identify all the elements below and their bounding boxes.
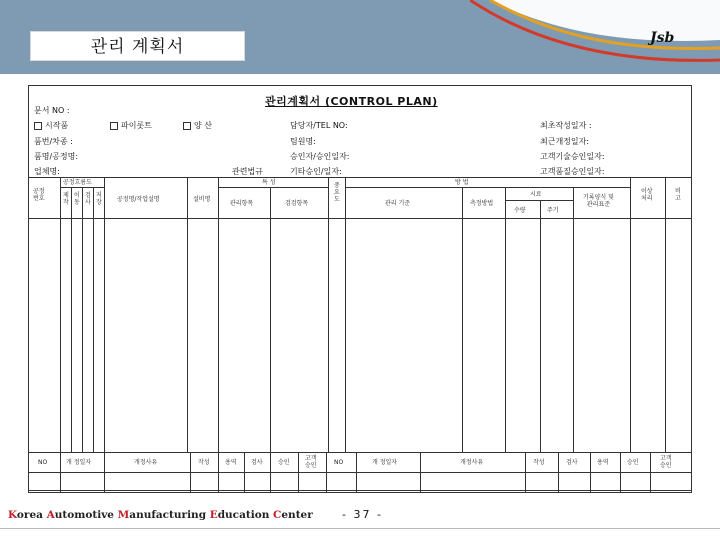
col-flow-inspect: 검 사 [85, 192, 91, 206]
rev-approve: 승인 [278, 459, 290, 466]
stage-label: 파이롯트 [121, 121, 152, 130]
rev-col-line [650, 452, 651, 493]
col-characteristic: 특 성 [262, 179, 276, 186]
supplier-label: 업체명: [34, 167, 60, 176]
rev-reason: 개정사유 [134, 459, 158, 466]
rev-col-line [620, 452, 621, 493]
revision-header-line [28, 472, 692, 473]
col-line [328, 177, 329, 452]
col-sample-qty: 수량 [514, 207, 526, 214]
col-flow-move: 이 동 [74, 192, 80, 206]
col-line [462, 187, 463, 452]
col-line [540, 200, 541, 452]
part-no-label: 품번/차종 : [34, 137, 73, 146]
rev-col-line [326, 452, 327, 493]
checkbox-icon[interactable] [183, 122, 191, 130]
rev-col-line [356, 452, 357, 493]
page-title: 관리 계획서 [30, 31, 245, 61]
first-date-label: 최초작성일자 : [540, 121, 592, 130]
rev2-author: 작성 [533, 459, 545, 466]
col-measure-method: 측정방법 [470, 200, 494, 207]
col-control-standard: 관리 기준 [385, 200, 411, 207]
customer-eng-approval-label: 고객기술승인일자: [540, 152, 605, 161]
rev-col-line [525, 452, 526, 493]
col-line [60, 177, 61, 452]
rev-author: 작성 [198, 459, 210, 466]
rev2-date: 개 정일자 [372, 459, 398, 466]
col-line [345, 177, 346, 452]
page-number: - 37 - [342, 508, 383, 521]
col-line [505, 187, 506, 452]
col-record-standard: 기록양식 및 관리표준 [583, 194, 614, 208]
rev-col-line [270, 452, 271, 493]
col-sample-freq: 주기 [547, 207, 559, 214]
other-approval-label: 기타승인/일자: [290, 167, 342, 176]
revision-row-line [28, 490, 692, 491]
rev2-customer-approval: 고객 승인 [660, 455, 672, 469]
col-line [71, 187, 72, 452]
stage-label: 양 산 [194, 121, 212, 130]
doc-no-label: 문서 NO : [34, 106, 70, 115]
revision-date-label: 최근개정일자: [540, 137, 590, 146]
rev-col-line [298, 452, 299, 493]
rev2-inspect: 검사 [566, 459, 578, 466]
col-control-item: 관리항목 [230, 200, 254, 207]
rev2-reason: 개정사유 [460, 459, 484, 466]
col-line [218, 177, 219, 452]
rev2-approve: 승인 [627, 459, 639, 466]
col-remark: 비 고 [675, 188, 681, 202]
col-line [104, 177, 105, 452]
col-line [630, 177, 631, 452]
stage-pilot[interactable] [110, 121, 152, 131]
rev-customer-approval: 고객 승인 [305, 455, 317, 469]
rev2-service: 용역 [597, 459, 609, 466]
checkbox-icon[interactable] [34, 122, 42, 130]
rev-col-line [190, 452, 191, 493]
customer-quality-approval-label: 고객품질승인일자: [540, 167, 605, 176]
stage-prototype[interactable] [34, 121, 68, 131]
col-method: 방 법 [455, 179, 469, 186]
stage-production[interactable] [183, 121, 212, 131]
col-equipment: 설비명 [193, 196, 211, 203]
col-line [270, 187, 271, 452]
col-reaction: 이상 처리 [641, 188, 653, 202]
col-flow-group: 공정흐름도 [63, 179, 92, 186]
rev-col-line [244, 452, 245, 493]
brand-logo: Jsb [650, 30, 675, 46]
part-name-label: 품명/공정명: [34, 152, 79, 161]
col-process-name: 공정명/작업설명 [117, 196, 160, 203]
method-subline [345, 187, 630, 188]
rev-col-line [420, 452, 421, 493]
rev-date: 개 정일자 [66, 459, 92, 466]
col-check-item: 검검항목 [285, 200, 309, 207]
related-standard-label: 관련법규 [232, 167, 263, 176]
rev-no: NO [38, 459, 48, 466]
col-line [82, 187, 83, 452]
form-title: 관리계획서 (CONTROL PLAN) [265, 95, 438, 108]
rev-col-line [60, 452, 61, 493]
sample-subline [505, 200, 573, 201]
organization-name: Korea Automotive Manufacturing Education Center [8, 509, 313, 521]
contact-label: 담당자/TEL NO: [290, 121, 348, 130]
approver-label: 승인자/승인일자: [290, 152, 350, 161]
checkbox-icon[interactable] [110, 122, 118, 130]
rev-col-line [104, 452, 105, 493]
col-line [665, 177, 666, 452]
col-sample: 시료 [530, 191, 542, 198]
col-line [93, 187, 94, 452]
col-importance: 중 요 도 [334, 182, 340, 203]
col-line [187, 177, 188, 452]
rev-service: 용역 [225, 459, 237, 466]
table-header-bottom [28, 218, 692, 219]
header-swoosh-graphic [470, 0, 720, 74]
col-line [573, 187, 574, 452]
footer-divider [0, 528, 720, 529]
col-process-no: 공정 번호 [33, 188, 45, 202]
rev-col-line [218, 452, 219, 493]
table-top-line [28, 177, 692, 178]
rev2-no: NO [334, 459, 344, 466]
team-label: 팀원명: [290, 137, 316, 146]
stage-label: 시작품 [45, 121, 69, 130]
revision-top-line [28, 452, 692, 453]
col-flow-store: 저 장 [96, 192, 102, 206]
control-plan-form [28, 85, 692, 493]
char-subline [218, 187, 328, 188]
col-flow-make: 제 작 [63, 192, 69, 206]
rev-col-line [558, 452, 559, 493]
rev-inspect: 검사 [251, 459, 263, 466]
rev-col-line [590, 452, 591, 493]
